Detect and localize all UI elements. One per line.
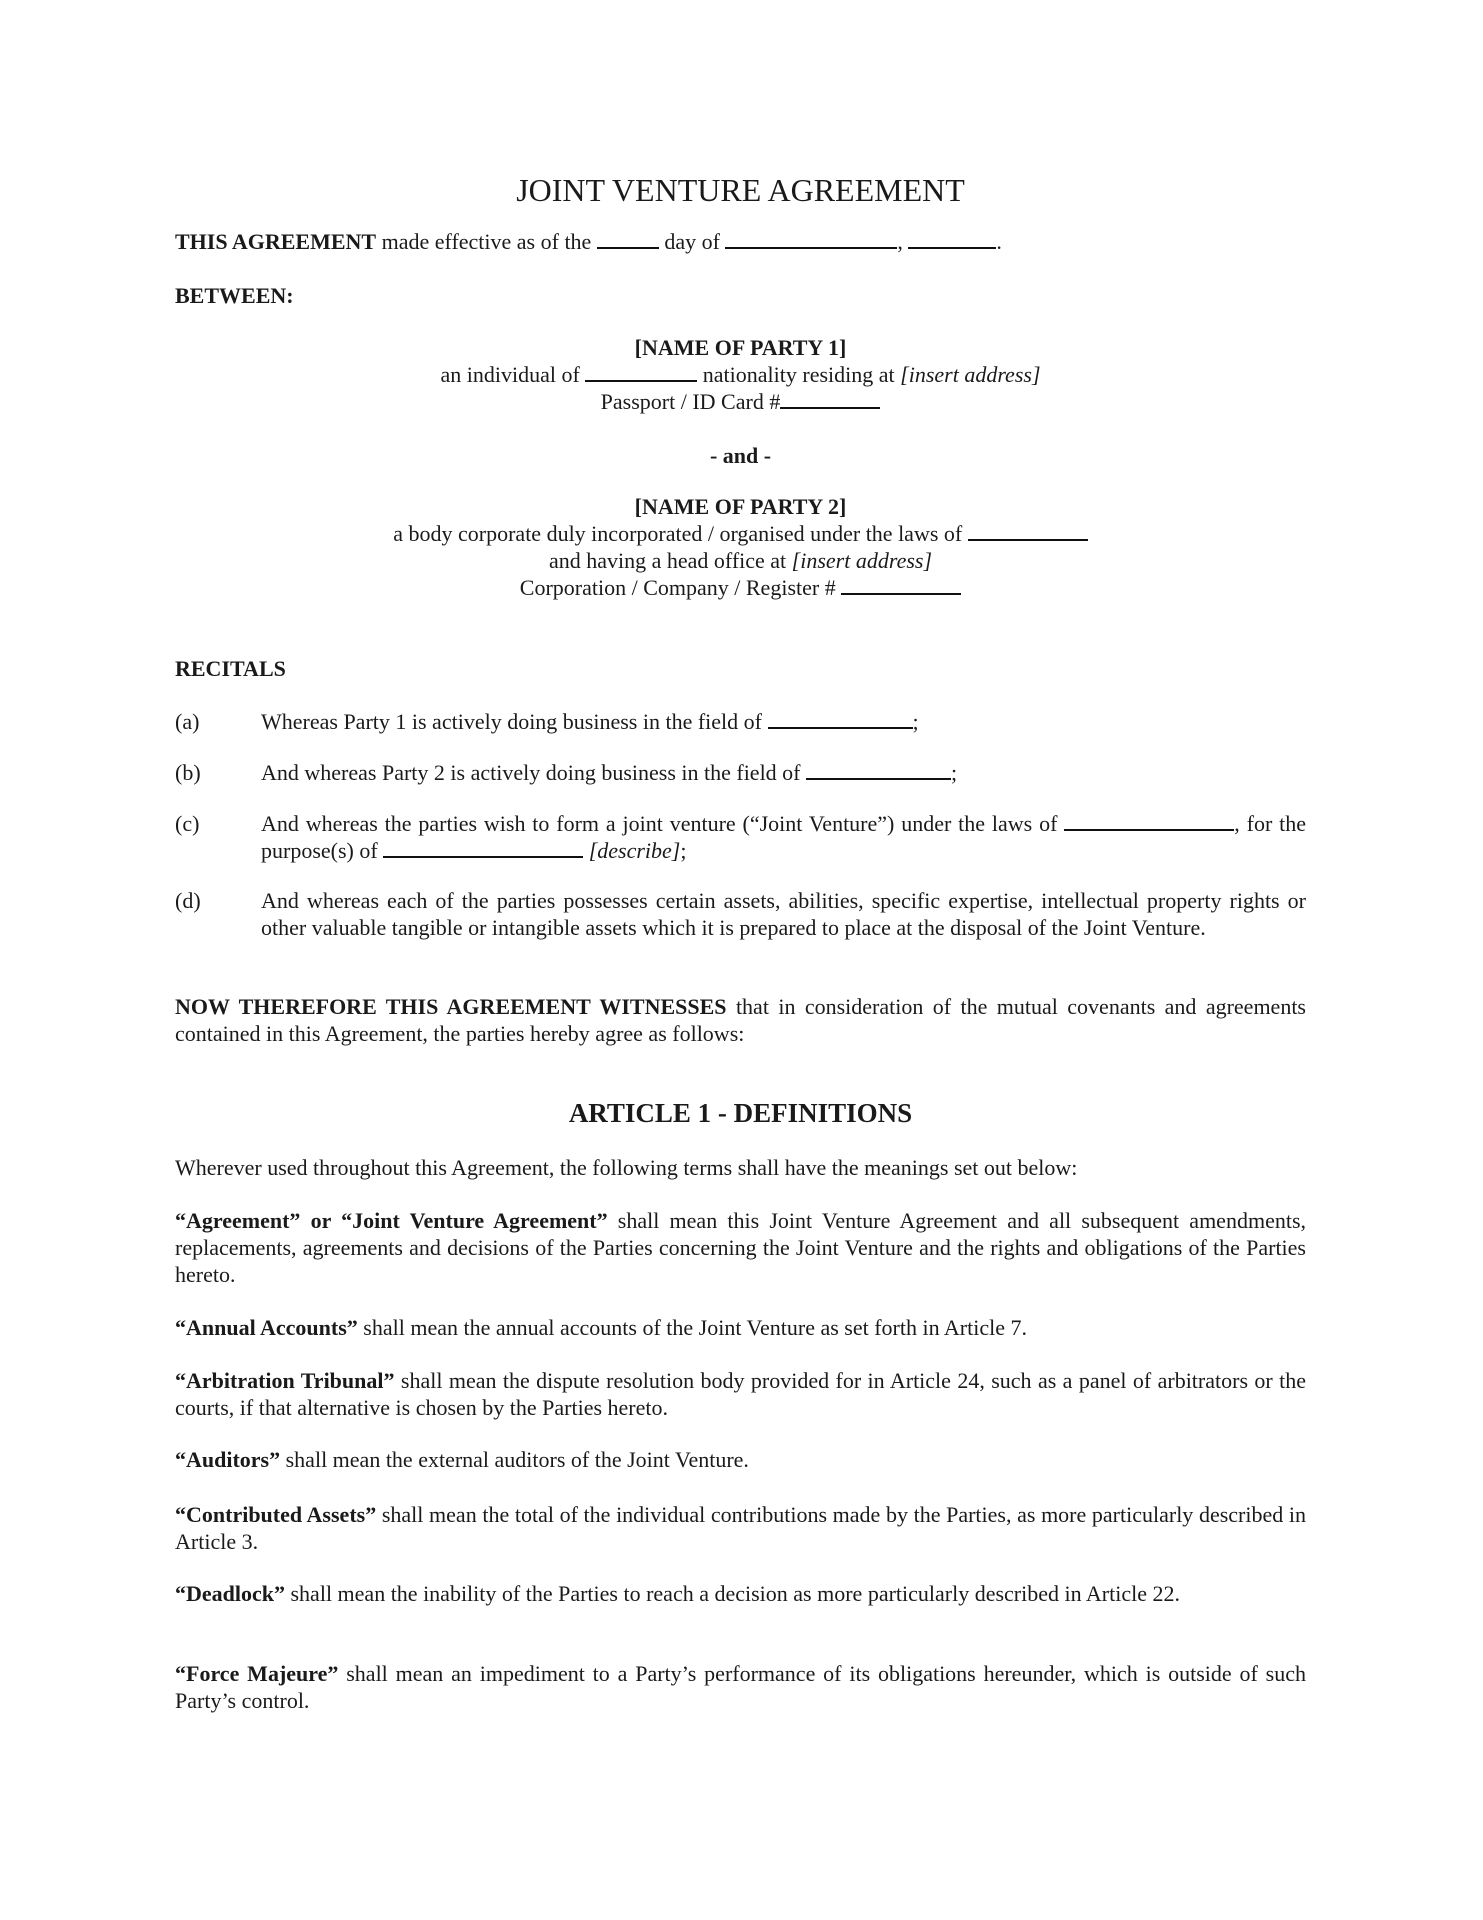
nationality-blank [585,362,697,382]
definition-text: shall mean the annual accounts of the Joint Venture as set forth in Article 7. [357,1315,1027,1340]
and-text: - and - [709,443,772,468]
definition-term: “Auditors” [175,1447,281,1472]
passport-blank [780,389,880,409]
field-blank [806,760,951,780]
party2-name: [NAME OF PARTY 2] [634,494,847,519]
day-blank [597,229,659,249]
title-text: JOINT VENTURE AGREEMENT [516,172,965,208]
definition-text: shall mean the dispute resolution body provided for in Article 24, such as a panel of arbitrators or the courts, if that alternative is chosen by the Parties hereto. [175,1368,1307,1420]
definition-text: shall mean the total of the individual contributions made by the Parties, as more particularly described in Article 3. [175,1502,1306,1554]
recital-a [175,708,1306,735]
definition-term: “Force Majeure” [175,1661,339,1686]
definition-item [175,1314,1306,1341]
definition-item [175,1580,1306,1607]
recital-italic: [describe] [588,838,681,863]
party2-text: and having a head office at [548,548,792,573]
definition-text: shall mean this Joint Venture Agreement and all subsequent amendments, replacements, agreements and decisions of the Parties concerning the Joint Venture and the rights and obligations of the Parties hereto. [175,1208,1307,1287]
recitals-heading [175,655,1306,682]
recital-text: And whereas each of the parties possesses certain assets, abilities, specific expertise, intellectual property rights or other valuable tangible or intangible assets which it is prepared to place at the disposal of the Joint Venture. [261,888,1306,940]
party2-register: Corporation / Company / Register # [519,575,842,600]
intro-paragraph [175,228,1306,255]
definition-item [175,1501,1306,1555]
recital-label: (a) [175,709,200,734]
recital-text: , for the purpose(s) of [261,811,1307,863]
recital-label: (d) [175,888,201,913]
party1-text: an individual of [440,362,586,387]
recital-text: Whereas Party 1 is actively doing business in the field of [261,709,768,734]
definition-text: shall mean an impediment to a Party’s performance of its obligations hereunder, which is outside of such Party’s control. [175,1661,1307,1713]
and-separator [175,442,1306,469]
purpose-blank [383,838,583,858]
party1-address: [insert address] [900,362,1041,387]
recital-c [175,810,1306,864]
field-blank [768,709,913,729]
recital-text: And whereas Party 2 is actively doing business in the field of [261,760,807,785]
recital-label: (b) [175,760,201,785]
recitals-heading-text: RECITALS [175,656,286,681]
recital-end: ; [680,838,687,863]
recital-label: (c) [175,811,200,836]
party1-passport: Passport / ID Card # [600,389,781,414]
recital-end: ; [951,760,958,785]
recital-text: And whereas the parties wish to form a joint venture (“Joint Venture”) under the laws of [261,811,1065,836]
definition-term: “Arbitration Tribunal” [175,1368,395,1393]
intro-text: day of [658,229,726,254]
definition-text: shall mean the inability of the Parties to reach a decision as more particularly described in Article 22. [285,1581,1180,1606]
witness-text: that in consideration of the mutual covenants and agreements contained in this Agreement, the parties hereby agree as follows: [175,994,1306,1046]
party1-block [175,334,1306,415]
definition-item [175,1207,1306,1288]
register-blank [841,575,961,595]
intro-bold: THIS AGREEMENT [175,229,377,254]
party1-name: [NAME OF PARTY 1] [634,335,847,360]
recital-end: ; [912,709,919,734]
laws-blank [968,521,1088,541]
party1-text: nationality residing at [697,362,901,387]
definition-item [175,1660,1306,1714]
definition-term: “Contributed Assets” [175,1502,377,1527]
definition-item [175,1446,1306,1473]
party2-address: [insert address] [791,548,933,573]
definition-term: “Agreement” or “Joint Venture Agreement” [175,1208,608,1233]
recital-b [175,759,1306,786]
definition-term: “Deadlock” [175,1581,285,1606]
definition-text: shall mean the external auditors of the Joint Venture. [280,1447,749,1472]
intro-text: , [897,229,909,254]
definition-term: “Annual Accounts” [175,1315,358,1340]
between-text: BETWEEN: [175,283,294,308]
document-title [175,172,1306,208]
party2-text: a body corporate duly incorporated / organised under the laws of [393,521,968,546]
witness-paragraph [175,993,1306,1047]
definition-item [175,1367,1306,1421]
intro-text: made effective as of the [376,229,597,254]
intro-text: . [996,229,1002,254]
month-blank [725,229,897,249]
party2-block [175,493,1306,601]
recital-d [175,887,1306,941]
article1-heading [175,1097,1306,1129]
witness-bold: NOW THEREFORE THIS AGREEMENT WITNESSES [175,994,727,1019]
between-label [175,282,1306,309]
laws-blank [1064,811,1234,831]
year-blank [908,229,996,249]
article1-intro: Wherever used throughout this Agreement, the following terms shall have the meanings set out below: [175,1155,1078,1180]
article1-heading-text: ARTICLE 1 - DEFINITIONS [568,1098,913,1128]
